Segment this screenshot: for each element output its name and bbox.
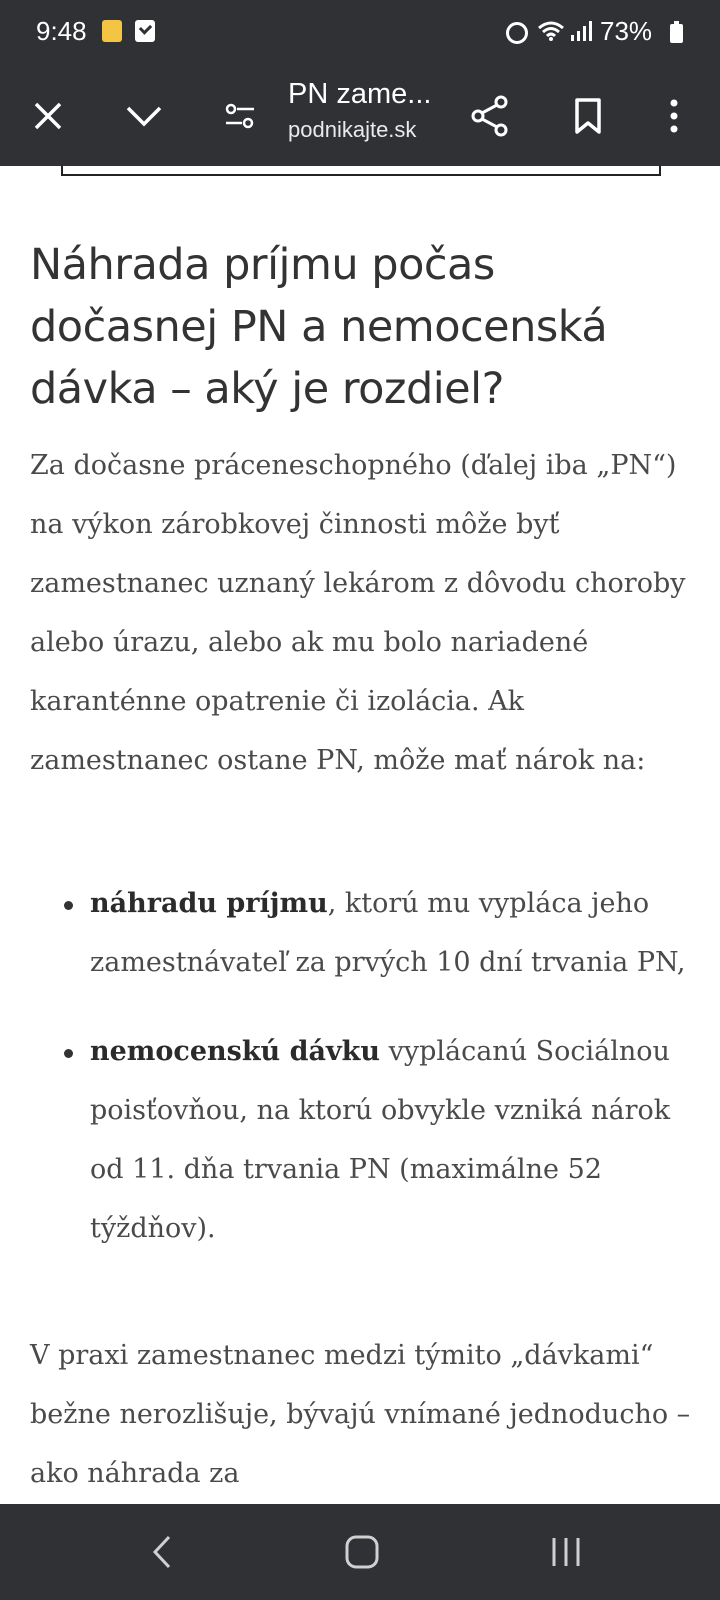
custom-tab-toolbar [0, 66, 720, 166]
list-item [30, 1022, 710, 1258]
previous-box-edge [61, 166, 661, 176]
recents-icon [550, 1536, 582, 1568]
bookmark-icon [574, 97, 602, 135]
battery-icon [670, 24, 683, 43]
signal-icon [570, 20, 594, 42]
page-domain: podnikajte.sk [288, 117, 417, 142]
url-area[interactable] [288, 78, 458, 143]
tune-icon [224, 102, 256, 130]
bullet-icon [64, 901, 73, 910]
home-icon [345, 1535, 379, 1569]
status-bar [0, 0, 720, 66]
page-settings-button[interactable] [208, 84, 272, 148]
chevron-down-icon [126, 105, 162, 127]
battery-percent: 73% [600, 16, 653, 46]
benefits-list [30, 874, 710, 1288]
list-item-text: , ktorú mu vypláca jeho zamestnávateľ za prvých 10 dní trvania PN, [90, 888, 686, 978]
page-title: PN zame... [288, 78, 432, 110]
back-button[interactable] [132, 1522, 192, 1582]
recents-button[interactable] [536, 1522, 596, 1582]
back-icon [151, 1534, 173, 1570]
wifi-icon [538, 20, 564, 42]
system-navigation-bar [0, 1504, 720, 1600]
bookmark-button[interactable] [556, 84, 620, 148]
close-icon [33, 101, 63, 131]
article-paragraph: V praxi zamestnanec medzi týmito „dávkami“ bežne nerozlišuje, bývajú vnímané jednoducho – ako náhrada za [30, 1340, 691, 1489]
article-heading: Náhrada príjmu počas dočasnej PN a nemocenská dávka – aký je rozdiel? [30, 240, 608, 414]
list-item [30, 874, 710, 992]
share-button[interactable] [458, 84, 522, 148]
bullet-icon [64, 1049, 73, 1058]
more-options-button[interactable] [642, 84, 706, 148]
home-button[interactable] [332, 1522, 392, 1582]
list-item-strong: náhradu príjmu [90, 888, 328, 919]
share-icon [470, 95, 510, 137]
more-vert-icon [669, 99, 679, 133]
minimize-button[interactable] [112, 84, 176, 148]
article-content[interactable] [0, 166, 720, 1504]
alarm-icon [506, 22, 528, 44]
checkbox-icon [135, 20, 155, 42]
status-time: 9:48 [36, 16, 87, 46]
close-button[interactable] [16, 84, 80, 148]
note-icon [102, 20, 122, 42]
list-item-strong: nemocenskú dávku [90, 1036, 380, 1067]
list-item-text: vyplácanú Sociálnou poisťovňou, na ktorú obvykle vzniká nárok od 11. dňa trvania PN (maximálne 52 týždňov). [90, 1036, 671, 1244]
article-paragraph: Za dočasne práceneschopného (ďalej iba „PN“) na výkon zárobkovej činnosti môže byť zamestnanec uznaný lekárom z dôvodu choroby alebo úrazu, alebo ak mu bolo nariadené karanténne opatrenie či izolácia. Ak zamestnanec ostane PN, môže mať nárok na: [30, 450, 686, 776]
